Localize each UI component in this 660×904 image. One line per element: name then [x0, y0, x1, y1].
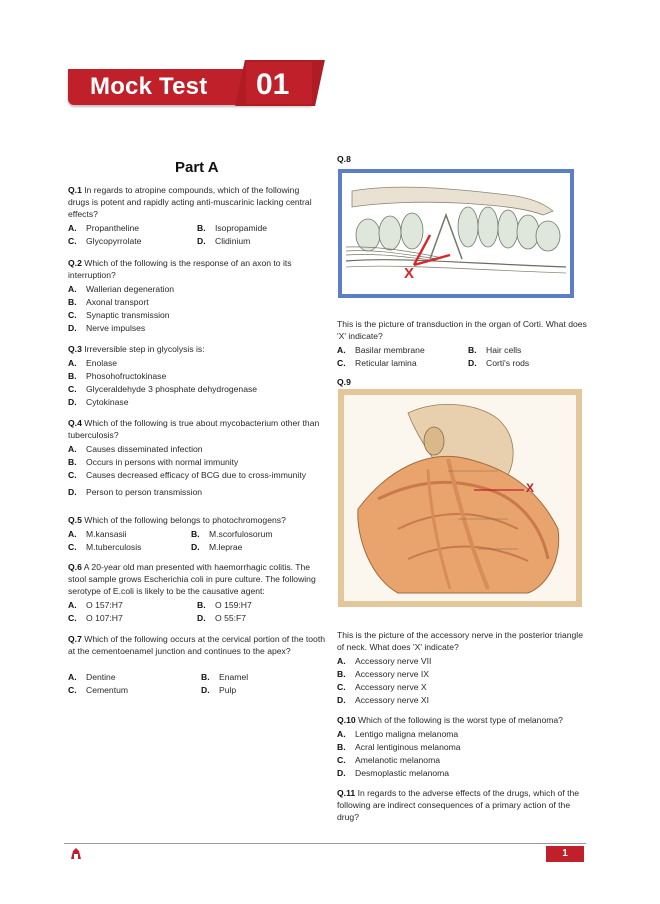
question-11: Q.11 In regards to the adverse effects of the drugs, which of the following are indirect consequences of a primary action of the drug? — [337, 788, 580, 822]
question-3: Q.3 Irreversible step in glycolysis is: — [68, 344, 205, 354]
q5-option-d[interactable]: D. M.leprae — [191, 542, 243, 552]
q10-option-b[interactable]: B. Acral lentiginous melanoma — [337, 742, 461, 752]
q4-option-a[interactable]: A. Causes disseminated infection — [68, 444, 203, 454]
question-8: This is the picture of transduction in the organ of Corti. What does 'X' indicate? — [337, 319, 587, 341]
q3-option-c[interactable]: C. Glyceraldehyde 3 phosphate dehydrogenase — [68, 384, 258, 394]
q3-option-a[interactable]: A. Enolase — [68, 358, 118, 368]
question-4: Q.4 Which of the following is true about mycobacterium other than tuberculosis? — [68, 418, 320, 440]
q10-option-c[interactable]: C. Amelanotic melanoma — [337, 755, 441, 765]
organ-of-corti-figure — [338, 169, 574, 298]
banner-title: Mock Test — [90, 73, 208, 100]
q4-option-c[interactable]: C. Causes decreased efficacy of BCG due to cross-immunity — [68, 470, 307, 480]
question-10: Q.10 Which of the following is the worst type of melanoma? — [337, 715, 563, 725]
q2-option-a[interactable]: A. Wallerian degeneration — [68, 284, 175, 294]
footer-divider — [64, 843, 586, 844]
q6-option-d[interactable]: D. O 55:F7 — [197, 613, 247, 623]
q1-option-b[interactable]: B. Isopropamide — [197, 223, 268, 233]
q2-option-b[interactable]: B. Axonal transport — [68, 297, 149, 307]
q3-option-d[interactable]: D. Cytokinase — [68, 397, 129, 407]
q8-option-c[interactable]: C. Reticular lamina — [337, 358, 417, 368]
q6-option-c[interactable]: C. O 107:H7 — [68, 613, 123, 623]
q8-option-a[interactable]: A. Basilar membrane — [337, 345, 425, 355]
figure-marker-x: X — [526, 481, 535, 495]
question-1 — [68, 184, 323, 220]
q1-option-d[interactable]: D. Clidinium — [197, 236, 251, 246]
q3-option-b[interactable]: B. Phosohofructokinase — [68, 371, 167, 381]
q9-option-a[interactable]: A. Accessory nerve VII — [337, 656, 432, 666]
q5-option-c[interactable]: C. M.tuberculosis — [68, 542, 142, 552]
banner-number: 01 — [256, 68, 290, 101]
q2-option-d[interactable]: D. Nerve impulses — [68, 323, 146, 333]
q7-option-d[interactable]: D. Pulp — [201, 685, 237, 695]
q7-option-c[interactable]: C. Cementum — [68, 685, 129, 695]
question-6: Q.6 A 20-year old man presented with haemorrhagic colitis. The stool sample grows Escherichia coli in pure culture. The following serotype of E.coli is likely to be the causative agent: — [68, 562, 316, 596]
q4-option-b[interactable]: B. Occurs in persons with normal immunity — [68, 457, 239, 467]
q10-option-a[interactable]: A. Lentigo maligna melanoma — [337, 729, 459, 739]
mock-test-banner — [68, 58, 320, 106]
q10-option-d[interactable]: D. Desmoplastic melanoma — [337, 768, 450, 778]
question-7: Q.7 Which of the following occurs at the cervical portion of the tooth at the cementoenamel junction and continues to the apex? — [68, 634, 326, 656]
page-number: 1 — [546, 846, 584, 862]
q9-option-c[interactable]: C. Accessory nerve X — [337, 682, 427, 692]
question-2: Q.2 Which of the following is the response of an axon to its interruption? — [68, 258, 292, 280]
question-8-number: Q.8 — [337, 154, 351, 164]
q8-option-d[interactable]: D. Corti's rods — [468, 358, 530, 368]
q4-option-d[interactable]: D. Person to person transmission — [68, 487, 203, 497]
part-title: Part A — [175, 159, 219, 176]
figure-marker-x: X — [404, 265, 415, 282]
q2-option-c[interactable]: C. Synaptic transmission — [68, 310, 170, 320]
q7-option-b[interactable]: B. Enamel — [201, 672, 249, 682]
q6-option-a[interactable]: A. O 157:H7 — [68, 600, 123, 610]
q5-option-a[interactable]: A. M.kansasii — [68, 529, 127, 539]
q1-option-a[interactable]: A. Propantheline — [68, 223, 140, 233]
question-5: Q.5 Which of the following belongs to photochromogens? — [68, 515, 286, 525]
q1-option-c[interactable]: C. Glycopyrrolate — [68, 236, 142, 246]
question-9: This is the picture of the accessory nerve in the posterior triangle of neck. What does 'X' indicate? — [337, 630, 583, 652]
question-text: In regards to atropine compounds, which of the following drugs is potent and rapidly acting anti-muscarinic lacking central effects? — [68, 185, 312, 219]
q6-option-b[interactable]: B. O 159:H7 — [197, 600, 252, 610]
question-number: Q.1 — [68, 185, 82, 195]
neck-anatomy-figure — [338, 389, 582, 607]
publisher-logo-icon — [68, 845, 84, 861]
q5-option-b[interactable]: B. M.scorfulosorum — [191, 529, 273, 539]
q8-option-b[interactable]: B. Hair cells — [468, 345, 522, 355]
q9-option-b[interactable]: B. Accessory nerve IX — [337, 669, 430, 679]
q7-option-a[interactable]: A. Dentine — [68, 672, 116, 682]
question-9-number: Q.9 — [337, 377, 351, 387]
q9-option-d[interactable]: D. Accessory nerve XI — [337, 695, 430, 705]
